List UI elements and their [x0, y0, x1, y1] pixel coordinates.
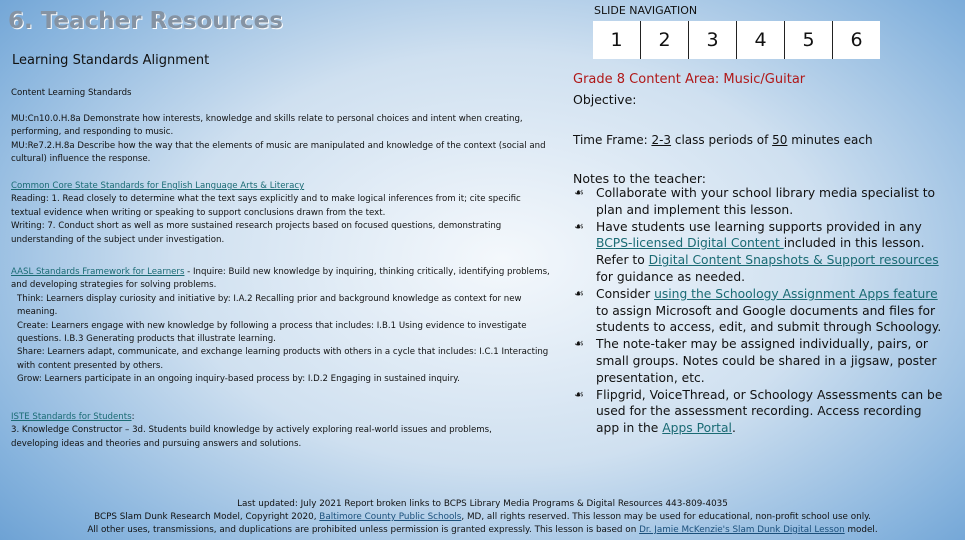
- footer-text: model.: [844, 524, 878, 535]
- teacher-notes-list: [573, 185, 943, 437]
- iste-block: [11, 411, 536, 451]
- section-subtitle: Learning Standards Alignment: [12, 53, 210, 68]
- time-frame-suffix: minutes each: [787, 133, 873, 147]
- note-item: [573, 336, 943, 386]
- footer-line-3: [0, 524, 965, 537]
- iste-link[interactable]: ISTE Standards for Students: [11, 412, 132, 422]
- footer: [0, 498, 965, 536]
- music-standards: [11, 113, 551, 167]
- apps-portal-link[interactable]: Apps Portal: [662, 421, 732, 436]
- iste-heading: [11, 411, 536, 424]
- content-standards-label: Content Learning Standards: [11, 88, 132, 98]
- aasl-inquire-text: - Inquire: Build new knowledge by inquiring, thinking critically, identifying problems, and developing strategies for solving problems.: [11, 267, 550, 291]
- slide-navigation: [593, 21, 880, 59]
- note-text: Collaborate with your school library media specialist to plan and implement this lesson.: [596, 186, 936, 217]
- note-text: for guidance as needed.: [596, 269, 746, 284]
- aasl-think: Think: Learners display curiosity and initiative by: I.A.2 Recalling prior and background knowledge as context for new meaning.: [17, 293, 522, 318]
- common-core-block: [11, 180, 551, 247]
- note-text: Flipgrid, VoiceThread, or Schoology Assessments can be used for the assessment recording. Access recording app in the: [596, 387, 943, 436]
- bullet-icon: ☙: [574, 337, 584, 351]
- slide-navigation-label: SLIDE NAVIGATION: [594, 4, 698, 17]
- footer-text: BCPS Slam Dunk Research Model, Copyright 2020,: [94, 511, 320, 522]
- objective-label: Objective:: [573, 92, 637, 107]
- slide-link-1[interactable]: 1: [593, 21, 641, 59]
- footer-line-2: [0, 511, 965, 524]
- bullet-icon: ☙: [574, 286, 584, 300]
- time-frame-middle: class periods of: [671, 133, 773, 147]
- digital-content-link[interactable]: BCPS-licensed Digital Content: [596, 236, 784, 251]
- note-text: included in this lesson. Refer to: [596, 236, 925, 268]
- time-frame: [573, 133, 873, 147]
- note-text: The note-taker may be assigned individually, pairs, or small groups. Notes could be shared in a jigsaw, poster presentation, etc.: [596, 337, 937, 385]
- grade-content-area: Grade 8 Content Area: Music/Guitar: [573, 72, 806, 87]
- footer-text: , MD, all rights reserved. This lesson may be used for educational, non-profit school use only.: [461, 511, 871, 522]
- note-text: to assign Microsoft and Google documents and files for students to access, edit, and submit through Schoology.: [596, 303, 942, 335]
- common-core-reading: Reading: 1. Read closely to determine what the text says explicitly and to make logical inferences from it; cite specific textual evidence when writing or speaking to support conclusions drawn from the text.: [11, 194, 521, 218]
- mckenzie-lesson-link[interactable]: Dr. Jamie McKenzie's Slam Dunk Digital Lesson: [639, 524, 845, 535]
- slide-link-2[interactable]: 2: [641, 21, 689, 59]
- music-standard-1: MU:Cn10.0.H.8a Demonstrate how interests, knowledge and skills relate to personal choices and intent when creating, performing, and responding to music.: [11, 114, 523, 138]
- bullet-icon: ☙: [574, 219, 584, 233]
- note-item: [573, 219, 943, 286]
- aasl-link[interactable]: AASL Standards Framework for Learners: [11, 267, 185, 277]
- common-core-writing: Writing: 7. Conduct short as well as more sustained research projects based on focused questions, demonstrating understanding of the subject under investigation.: [11, 221, 502, 245]
- bullet-icon: ☙: [574, 387, 584, 401]
- slide-link-3[interactable]: 3: [689, 21, 737, 59]
- schoology-assignment-link[interactable]: using the Schoology Assignment Apps feature: [654, 286, 938, 301]
- aasl-create: Create: Learners engage with new knowledge by following a process that includes: I.B.1 Using evidence to investigate questions. I.B.3 Generating products that illustrate learning.: [17, 320, 527, 345]
- note-item: [573, 185, 943, 219]
- aasl-block: [11, 266, 551, 387]
- iste-text: 3. Knowledge Constructor – 3d. Students build knowledge by actively exploring real-world issues and problems, developing ideas and theories and pursuing answers and solutions.: [11, 425, 492, 449]
- bullet-icon: ☙: [574, 186, 584, 199]
- slide-link-6[interactable]: 6: [850, 29, 863, 51]
- page-title: 6. Teacher Resources: [8, 8, 283, 34]
- music-standard-2: MU:Re7.2.H.8a Describe how the way that the elements of music are manipulated and knowledge of the context (social and cultural) influence the response.: [11, 140, 546, 165]
- note-text: .: [731, 421, 736, 436]
- aasl-inquire: [11, 266, 551, 293]
- bcps-link[interactable]: Baltimore County Public Schools: [319, 511, 462, 522]
- footer-text: All other uses, transmissions, and duplications are prohibited unless permission is granted expressly. This lesson is based on: [87, 524, 640, 535]
- slide-link-5[interactable]: 5: [785, 21, 833, 59]
- time-frame-prefix: Time Frame:: [573, 133, 652, 147]
- notes-heading: Notes to the teacher:: [573, 171, 706, 186]
- aasl-share: Share: Learners adapt, communicate, and exchange learning products with others in a cycle that includes: I.C.1 Interacting with content presented by others.: [17, 347, 549, 371]
- note-item: [573, 286, 943, 336]
- aasl-grow: Grow: Learners participate in an ongoing inquiry-based process by: I.D.2 Engaging in sustained inquiry.: [17, 374, 460, 385]
- note-text: Consider: [596, 286, 655, 301]
- note-text: Have students use learning supports provided in any: [596, 219, 922, 234]
- note-item: [573, 387, 943, 437]
- footer-line-1: Last updated: July 2021 Report broken links to BCPS Library Media Programs & Digital Resources 443-809-4035: [237, 499, 728, 509]
- time-frame-minutes: 50: [772, 133, 788, 147]
- time-frame-periods: 2-3: [651, 133, 672, 147]
- slide-link-4[interactable]: 4: [737, 21, 785, 59]
- digital-content-snapshots-link[interactable]: Digital Content Snapshots & Support resources: [648, 253, 939, 268]
- common-core-link[interactable]: Common Core State Standards for English Language Arts & Literacy: [11, 181, 305, 191]
- iste-colon: :: [131, 412, 135, 422]
